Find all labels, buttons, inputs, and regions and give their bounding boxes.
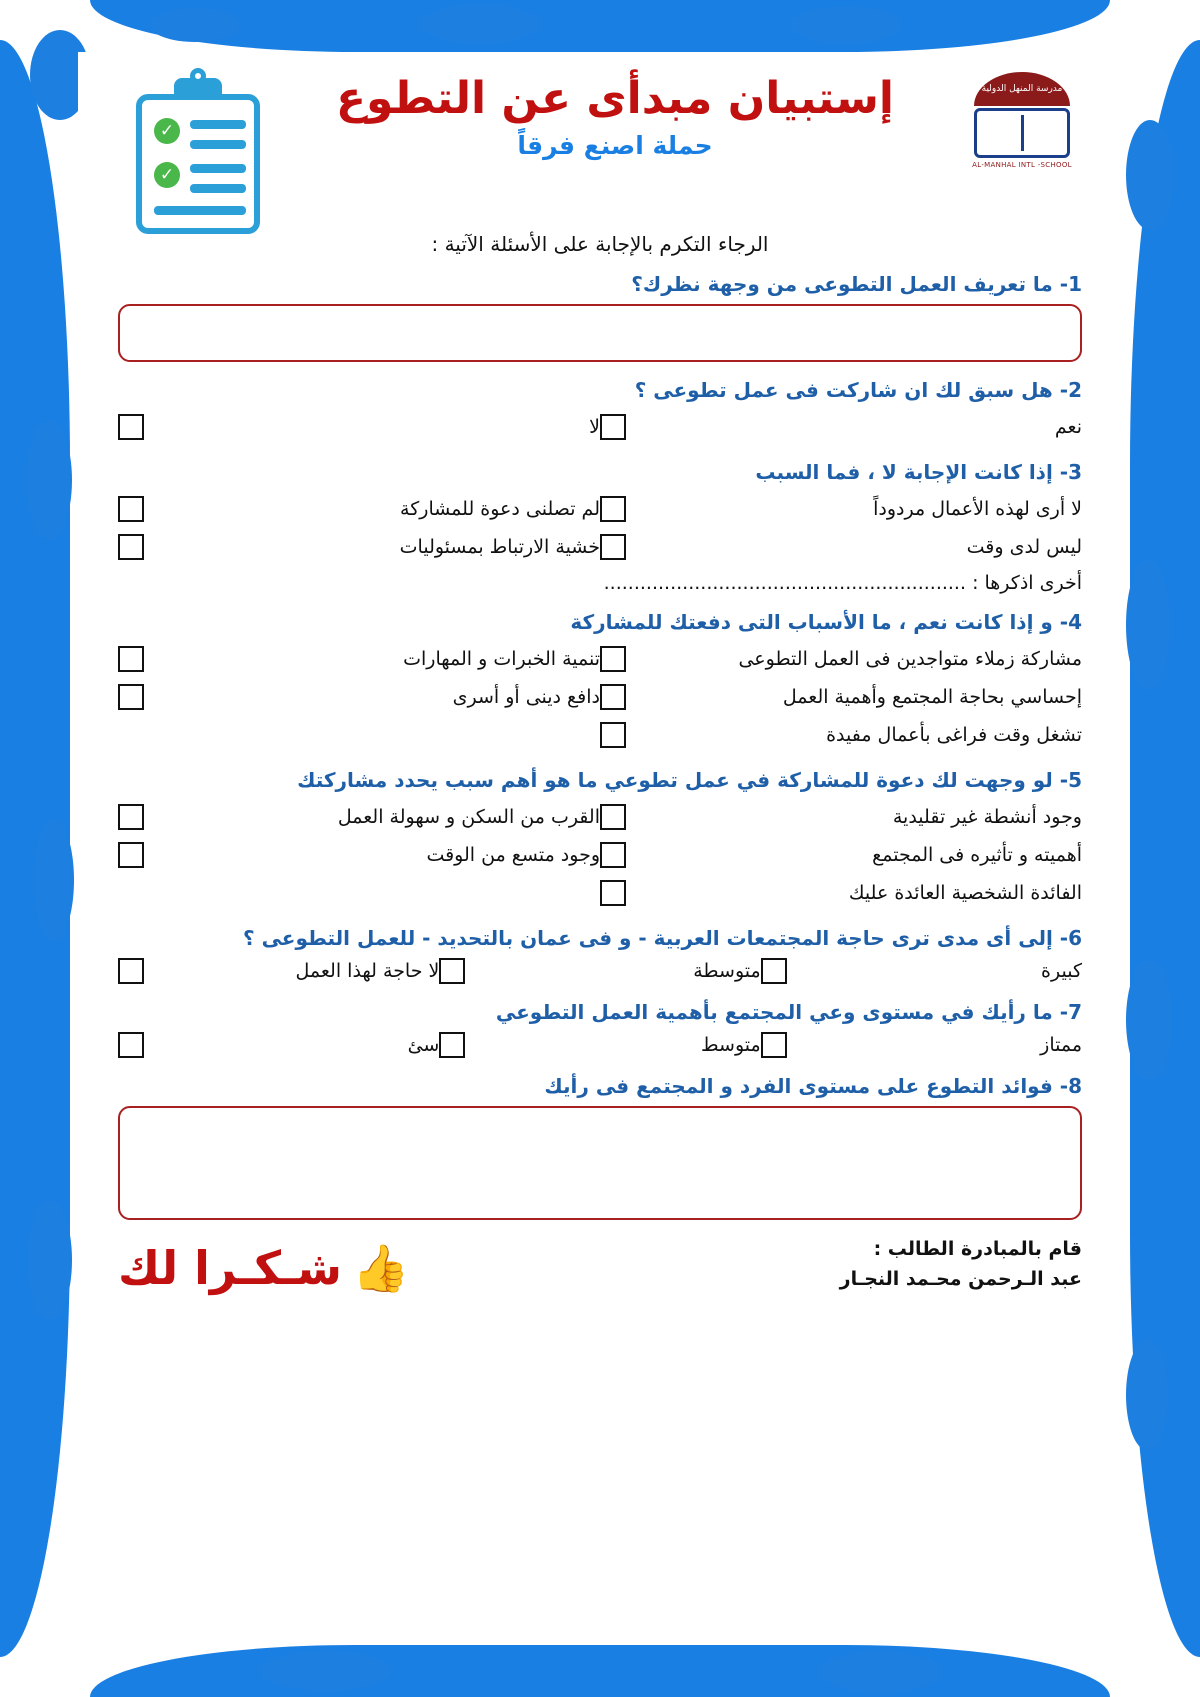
- question-3-text: 3- إذا كانت الإجابة لا ، فما السبب: [755, 460, 1082, 484]
- question-5-options-row-2: [118, 838, 1082, 872]
- option-q7-0[interactable]: [761, 1032, 1082, 1058]
- option-label: وجود أنشطة غير تقليدية: [892, 806, 1082, 828]
- checkbox-icon[interactable]: [118, 684, 144, 710]
- question-5-text: 5- لو وجهت لك دعوة للمشاركة في عمل تطوعي ما هو أهم سبب يحدد مشاركتك: [297, 768, 1082, 792]
- checkbox-icon[interactable]: [600, 496, 626, 522]
- frame-blob: [260, 1651, 390, 1691]
- question-3-options-row-2: [118, 530, 1082, 564]
- question-7-options: [118, 1032, 1082, 1058]
- question-1-text: 1- ما تعريف العمل التطوعى من وجهة نظرك؟: [631, 272, 1082, 296]
- question-3-other-label: أخرى اذكرها :: [972, 572, 1082, 594]
- option-q5-3[interactable]: [118, 838, 600, 872]
- option-spacer: [118, 876, 600, 910]
- checkbox-icon[interactable]: [118, 414, 144, 440]
- option-label: إحساسي بحاجة المجتمع وأهمية العمل: [782, 686, 1082, 708]
- option-label: الفائدة الشخصية العائدة عليك: [848, 882, 1082, 904]
- option-label: خشية الارتباط بمسئوليات: [399, 536, 600, 558]
- question-4-text: 4- و إذا كانت نعم ، ما الأسباب التى دفعتك للمشاركة: [570, 610, 1082, 634]
- logo-arabic-name: مدرسة المنهل الدولية: [981, 84, 1063, 94]
- option-q5-4[interactable]: [600, 876, 1082, 910]
- title-block: [268, 74, 962, 160]
- frame-blob: [1126, 960, 1172, 1080]
- document-header: [118, 68, 1082, 228]
- option-q3-2[interactable]: [600, 530, 1082, 564]
- question-4-options-row-3: [118, 718, 1082, 752]
- frame-blob: [820, 1651, 940, 1693]
- campaign-subtitle: حملة اصنع فرقاً: [517, 130, 713, 160]
- checkbox-icon[interactable]: [761, 1032, 787, 1058]
- option-label: القرب من السكن و سهولة العمل: [337, 806, 600, 828]
- option-label: أهميته و تأثيره فى المجتمع: [872, 844, 1082, 866]
- logo-english-name: AL-MANHAL INTL -SCHOOL: [972, 161, 1072, 169]
- option-q5-0[interactable]: [600, 800, 1082, 834]
- option-label: وجود متسع من الوقت: [426, 844, 600, 866]
- frame-blob: [28, 1200, 72, 1320]
- option-label: ليس لدى وقت: [966, 536, 1082, 558]
- question-7-text: 7- ما رأيك في مستوى وعي المجتمع بأهمية العمل التطوعي: [495, 1000, 1082, 1024]
- option-label: مشاركة زملاء متواجدين فى العمل التطوعى: [738, 648, 1082, 670]
- option-label: متوسطة: [693, 960, 761, 982]
- checkbox-icon[interactable]: [600, 880, 626, 906]
- frame-blob: [1126, 1340, 1168, 1450]
- option-q2-1[interactable]: [118, 410, 600, 444]
- checkbox-icon[interactable]: [761, 958, 787, 984]
- checkbox-icon[interactable]: [118, 496, 144, 522]
- frame-blob: [420, 4, 540, 44]
- page-title: إستبيان مبدأى عن التطوع: [335, 73, 894, 124]
- option-spacer: [118, 718, 600, 752]
- thanks-block: [118, 1241, 409, 1295]
- question-8-answer-field[interactable]: [118, 1106, 1082, 1220]
- option-label: لم تصلنى دعوة للمشاركة: [400, 498, 600, 520]
- option-label: كبيرة: [1041, 960, 1082, 982]
- option-label: دافع دينى أو أسرى: [452, 686, 600, 708]
- question-3-options-row-1: [118, 492, 1082, 526]
- question-4-options-row-1: [118, 642, 1082, 676]
- frame-blob: [26, 420, 72, 540]
- al-manhal-school-logo: [968, 72, 1076, 192]
- question-5-options-row-1: [118, 800, 1082, 834]
- checkbox-icon[interactable]: [600, 804, 626, 830]
- option-label: نعم: [1054, 416, 1082, 438]
- frame-band-bottom: [90, 1645, 1110, 1697]
- option-q4-1[interactable]: [118, 642, 600, 676]
- option-q3-3[interactable]: [118, 530, 600, 564]
- checkbox-icon[interactable]: [600, 722, 626, 748]
- option-label: سئ: [407, 1034, 440, 1056]
- checkbox-icon[interactable]: [600, 646, 626, 672]
- frame-blob: [1126, 560, 1170, 690]
- checkbox-icon[interactable]: [600, 534, 626, 560]
- question-6-text: 6- إلى أى مدى ترى حاجة المجتمعات العربية - و فى عمان بالتحديد - للعمل التطوعى ؟: [243, 926, 1082, 950]
- question-4-options-row-2: [118, 680, 1082, 714]
- credit-block: [840, 1234, 1082, 1295]
- option-q2-0[interactable]: [600, 410, 1082, 444]
- checkbox-icon[interactable]: [600, 842, 626, 868]
- option-label: ممتاز: [1040, 1034, 1082, 1056]
- question-8-text: 8- فوائد التطوع على مستوى الفرد و المجتمع فى رأيك: [544, 1074, 1082, 1098]
- option-q4-0[interactable]: [600, 642, 1082, 676]
- checkbox-icon[interactable]: [439, 1032, 465, 1058]
- frame-blob: [150, 8, 240, 42]
- option-label: لا حاجة لهذا العمل: [295, 960, 440, 982]
- frame-blob: [34, 820, 74, 940]
- checkbox-icon[interactable]: [118, 646, 144, 672]
- option-q4-4[interactable]: [600, 718, 1082, 752]
- option-q5-1[interactable]: [118, 800, 600, 834]
- option-q6-1[interactable]: [439, 958, 760, 984]
- thumbs-up-icon: 👍: [351, 1240, 410, 1295]
- question-1-answer-field[interactable]: [118, 304, 1082, 362]
- question-6-options: [118, 958, 1082, 984]
- checkbox-icon[interactable]: [600, 684, 626, 710]
- option-label: تشغل وقت فراغى بأعمال مفيدة: [826, 724, 1082, 746]
- credit-line-1: قام بالمبادرة الطالب :: [873, 1238, 1082, 1260]
- checkbox-icon[interactable]: [118, 534, 144, 560]
- thanks-text: شـكـرا لك: [118, 1240, 342, 1295]
- frame-band-top: [90, 0, 1110, 52]
- questionnaire-document: [96, 58, 1104, 1639]
- frame-blob: [790, 6, 900, 44]
- instruction-text: الرجاء التكرم بالإجابة على الأسئلة الآتية :: [431, 232, 769, 256]
- checkbox-icon[interactable]: [118, 1032, 144, 1058]
- option-q6-0[interactable]: [761, 958, 1082, 984]
- checkbox-icon[interactable]: [118, 958, 144, 984]
- option-q7-2[interactable]: [118, 1032, 439, 1058]
- option-q6-2[interactable]: [118, 958, 439, 984]
- question-3-other-dots: ............................................................: [603, 572, 967, 594]
- clipboard-checklist-icon: ✓ ✓: [128, 76, 268, 236]
- option-q7-1[interactable]: [439, 1032, 760, 1058]
- question-3-other-row[interactable]: [118, 572, 1082, 594]
- option-q4-2[interactable]: [600, 680, 1082, 714]
- checkbox-icon[interactable]: [439, 958, 465, 984]
- option-label: لا أرى لهذه الأعمال مردوداً: [873, 498, 1082, 520]
- checkbox-icon[interactable]: [600, 414, 626, 440]
- option-label: متوسط: [700, 1034, 761, 1056]
- option-q4-3[interactable]: [118, 680, 600, 714]
- option-q5-2[interactable]: [600, 838, 1082, 872]
- checkbox-icon[interactable]: [118, 804, 144, 830]
- option-q3-1[interactable]: [118, 492, 600, 526]
- checkbox-icon[interactable]: [118, 842, 144, 868]
- credit-line-2: عبد الـرحمن محـمد النجـار: [839, 1268, 1082, 1291]
- question-5-options-row-3: [118, 876, 1082, 910]
- option-label: لا: [589, 416, 600, 438]
- frame-blob: [1126, 120, 1174, 230]
- option-label: تنمية الخبرات و المهارات: [403, 648, 600, 670]
- question-2-text: 2- هل سبق لك ان شاركت فى عمل تطوعى ؟: [634, 378, 1082, 402]
- document-footer: [118, 1234, 1082, 1295]
- question-2-options: [118, 410, 1082, 444]
- option-q3-0[interactable]: [600, 492, 1082, 526]
